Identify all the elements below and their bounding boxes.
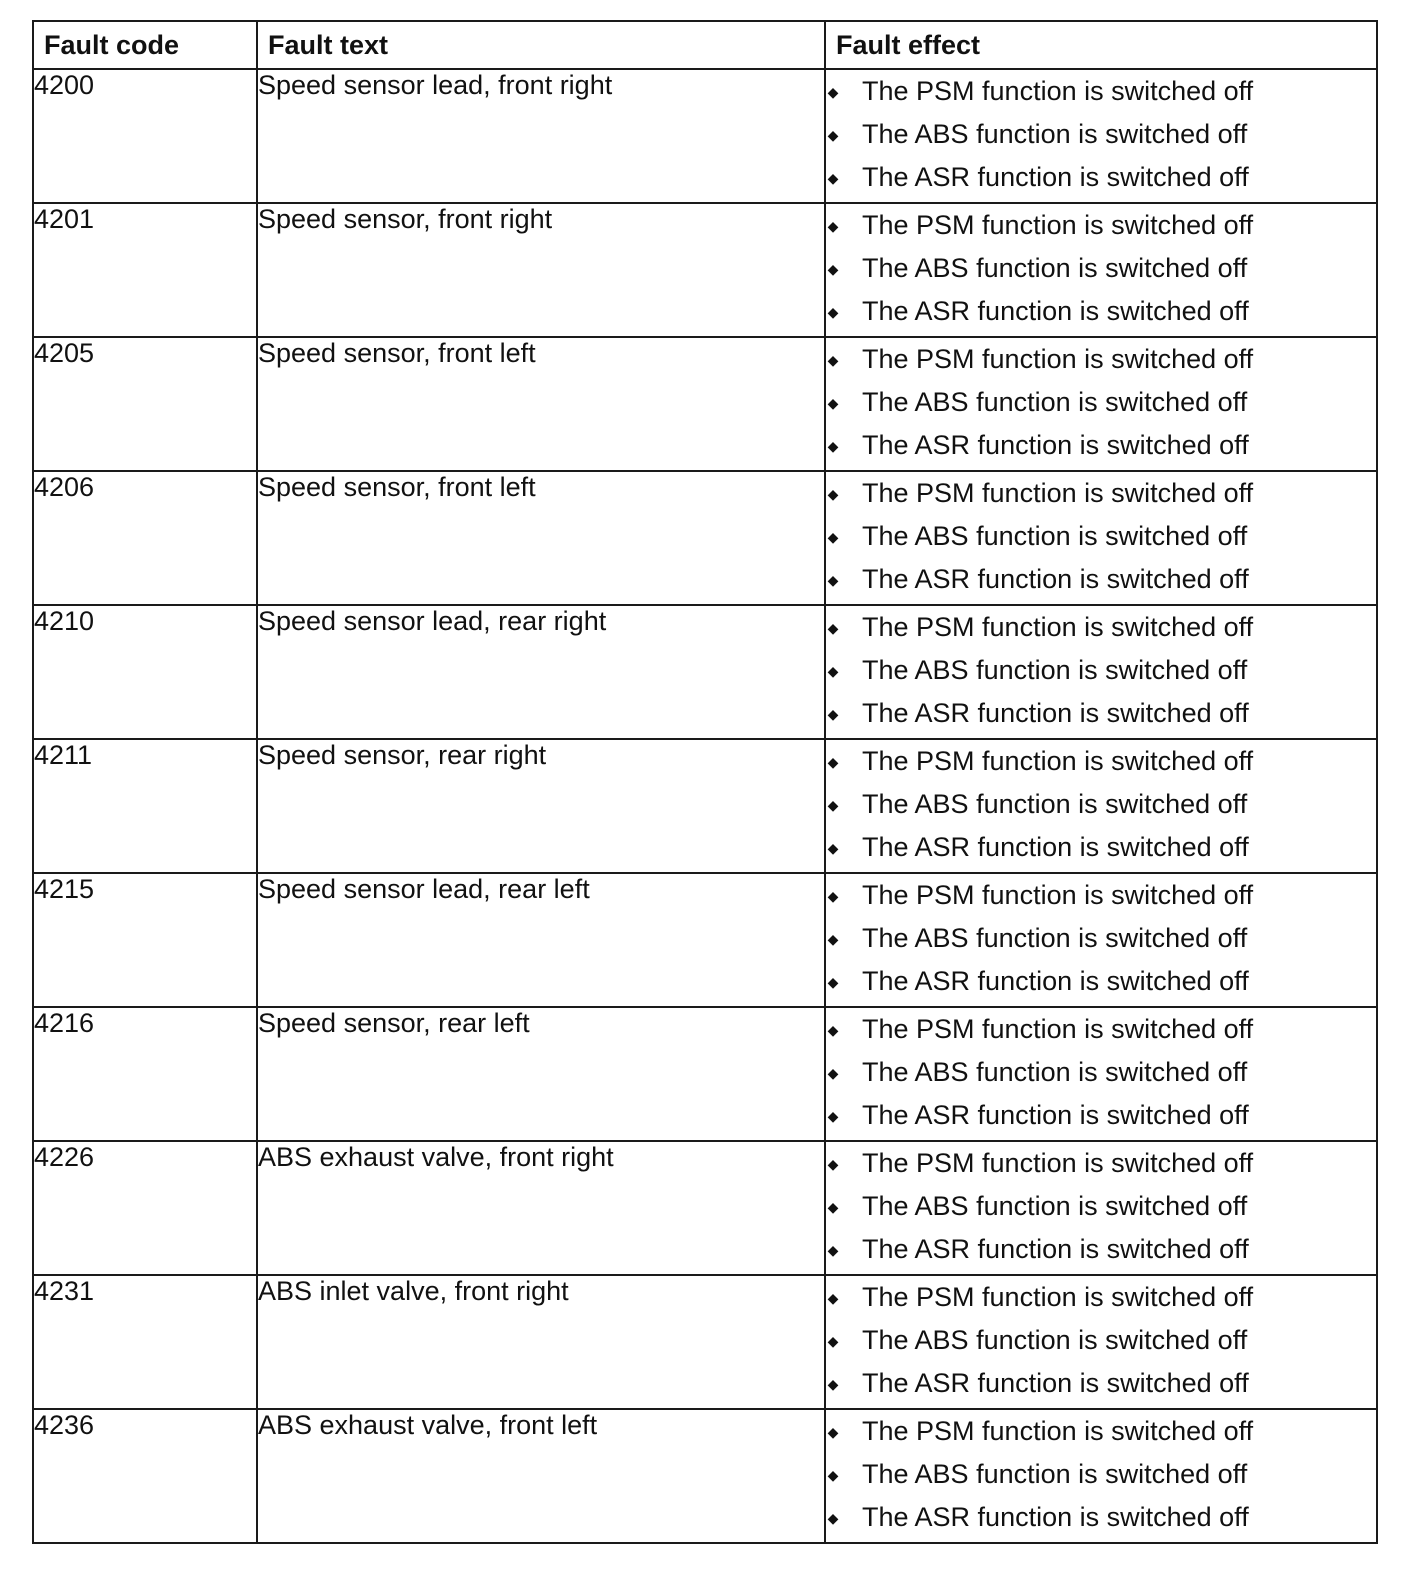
diamond-bullet-icon: ◆ (827, 83, 839, 100)
fault-effect-text: The ASR function is switched off (862, 1234, 1249, 1264)
fault-effect-text: The ASR function is switched off (862, 1368, 1249, 1398)
fault-effect-text: The ABS function is switched off (862, 789, 1248, 819)
diamond-bullet-icon: ◆ (827, 437, 839, 454)
fault-effect-list (826, 1142, 1376, 1271)
fault-text-cell: Speed sensor, front left (257, 337, 825, 471)
diamond-bullet-icon: ◆ (827, 662, 839, 679)
fault-text-cell: Speed sensor, rear left (257, 1007, 825, 1141)
table-row (33, 69, 1377, 203)
fault-text-cell: Speed sensor lead, front right (257, 69, 825, 203)
fault-effect-text: The ASR function is switched off (862, 1502, 1249, 1532)
fault-effect-text: The ASR function is switched off (862, 698, 1249, 728)
fault-effect-text: The ABS function is switched off (862, 521, 1248, 551)
diamond-bullet-icon: ◆ (827, 126, 839, 143)
fault-text-cell: ABS inlet valve, front right (257, 1275, 825, 1409)
fault-effect-item (826, 874, 1376, 917)
header-fault-code: Fault code (33, 21, 257, 69)
fault-code-cell: 4211 (33, 739, 257, 873)
fault-effect-cell (825, 69, 1377, 203)
fault-text-cell: Speed sensor lead, rear right (257, 605, 825, 739)
fault-effect-cell (825, 471, 1377, 605)
table-row (33, 605, 1377, 739)
fault-effect-item (826, 1142, 1376, 1185)
fault-effect-cell (825, 203, 1377, 337)
diamond-bullet-icon: ◆ (827, 1064, 839, 1081)
fault-text-cell: Speed sensor lead, rear left (257, 873, 825, 1007)
fault-effect-cell (825, 337, 1377, 471)
fault-effect-text: The ASR function is switched off (862, 296, 1249, 326)
diamond-bullet-icon: ◆ (827, 351, 839, 368)
fault-effect-item (826, 783, 1376, 826)
header-fault-text: Fault text (257, 21, 825, 69)
table-row (33, 1409, 1377, 1543)
fault-code-cell: 4236 (33, 1409, 257, 1543)
table-row (33, 873, 1377, 1007)
fault-effect-text: The ASR function is switched off (862, 162, 1249, 192)
fault-code-cell: 4210 (33, 605, 257, 739)
diamond-bullet-icon: ◆ (827, 1107, 839, 1124)
fault-code-cell: 4200 (33, 69, 257, 203)
fault-effect-cell (825, 1409, 1377, 1543)
fault-effect-item (826, 960, 1376, 1003)
diamond-bullet-icon: ◆ (827, 169, 839, 186)
diamond-bullet-icon: ◆ (827, 753, 839, 770)
diamond-bullet-icon: ◆ (827, 619, 839, 636)
fault-effect-cell (825, 605, 1377, 739)
fault-effect-item (826, 1362, 1376, 1405)
fault-code-cell: 4201 (33, 203, 257, 337)
fault-effect-item (826, 1453, 1376, 1496)
diamond-bullet-icon: ◆ (827, 1021, 839, 1038)
fault-effect-item (826, 1185, 1376, 1228)
fault-effect-text: The ABS function is switched off (862, 253, 1248, 283)
fault-effect-item (826, 558, 1376, 601)
table-row (33, 1007, 1377, 1141)
fault-effect-list (826, 204, 1376, 333)
fault-effect-text: The ASR function is switched off (862, 832, 1249, 862)
header-row (33, 21, 1377, 69)
fault-effect-list (826, 1276, 1376, 1405)
fault-code-cell: 4205 (33, 337, 257, 471)
table-row (33, 471, 1377, 605)
fault-effect-text: The ABS function is switched off (862, 387, 1248, 417)
fault-text-cell: ABS exhaust valve, front right (257, 1141, 825, 1275)
fault-effect-text: The PSM function is switched off (862, 478, 1254, 508)
fault-effect-list (826, 1410, 1376, 1539)
diamond-bullet-icon: ◆ (827, 973, 839, 990)
header-fault-effect: Fault effect (825, 21, 1377, 69)
fault-effect-text: The ABS function is switched off (862, 655, 1248, 685)
fault-effect-text: The PSM function is switched off (862, 1282, 1254, 1312)
fault-effect-item (826, 1410, 1376, 1453)
fault-effect-list (826, 874, 1376, 1003)
fault-text-cell: Speed sensor, rear right (257, 739, 825, 873)
fault-effect-item (826, 290, 1376, 333)
fault-code-cell: 4226 (33, 1141, 257, 1275)
fault-effect-list (826, 70, 1376, 199)
diamond-bullet-icon: ◆ (827, 930, 839, 947)
fault-effect-item (826, 1051, 1376, 1094)
fault-effect-text: The ABS function is switched off (862, 1459, 1248, 1489)
diamond-bullet-icon: ◆ (827, 1332, 839, 1349)
fault-effect-item (826, 740, 1376, 783)
fault-effect-item (826, 1094, 1376, 1137)
fault-effect-item (826, 1319, 1376, 1362)
fault-effect-text: The ASR function is switched off (862, 1100, 1249, 1130)
fault-effect-item (826, 917, 1376, 960)
fault-effect-item (826, 692, 1376, 735)
fault-effect-item (826, 472, 1376, 515)
fault-effect-item (826, 1008, 1376, 1051)
diamond-bullet-icon: ◆ (827, 887, 839, 904)
diamond-bullet-icon: ◆ (827, 1509, 839, 1526)
table-header (33, 21, 1377, 69)
fault-effect-item (826, 826, 1376, 869)
diamond-bullet-icon: ◆ (827, 1155, 839, 1172)
fault-effect-text: The ASR function is switched off (862, 564, 1249, 594)
table-body (33, 69, 1377, 1543)
fault-effect-item (826, 1276, 1376, 1319)
fault-effect-item (826, 1228, 1376, 1271)
diamond-bullet-icon: ◆ (827, 796, 839, 813)
fault-effect-text: The PSM function is switched off (862, 210, 1254, 240)
fault-effect-text: The ASR function is switched off (862, 966, 1249, 996)
diamond-bullet-icon: ◆ (827, 1423, 839, 1440)
fault-effect-text: The ASR function is switched off (862, 430, 1249, 460)
fault-text-cell: Speed sensor, front right (257, 203, 825, 337)
fault-effect-text: The ABS function is switched off (862, 119, 1248, 149)
fault-effect-text: The PSM function is switched off (862, 612, 1254, 642)
fault-effect-list (826, 606, 1376, 735)
fault-effect-list (826, 1008, 1376, 1137)
diamond-bullet-icon: ◆ (827, 1466, 839, 1483)
fault-effect-item (826, 1496, 1376, 1539)
table-row (33, 1141, 1377, 1275)
fault-effect-item (826, 424, 1376, 467)
fault-text-cell: ABS exhaust valve, front left (257, 1409, 825, 1543)
fault-effect-text: The PSM function is switched off (862, 1014, 1254, 1044)
fault-effect-text: The PSM function is switched off (862, 880, 1254, 910)
fault-effect-item (826, 606, 1376, 649)
fault-effect-item (826, 515, 1376, 558)
diamond-bullet-icon: ◆ (827, 1375, 839, 1392)
diamond-bullet-icon: ◆ (827, 1241, 839, 1258)
fault-effect-item (826, 649, 1376, 692)
table-row (33, 337, 1377, 471)
fault-effect-cell (825, 1007, 1377, 1141)
diamond-bullet-icon: ◆ (827, 303, 839, 320)
fault-effect-text: The PSM function is switched off (862, 1148, 1254, 1178)
fault-effect-text: The PSM function is switched off (862, 746, 1254, 776)
table-row (33, 1275, 1377, 1409)
diamond-bullet-icon: ◆ (827, 839, 839, 856)
fault-effect-text: The PSM function is switched off (862, 76, 1254, 106)
fault-effect-cell (825, 873, 1377, 1007)
fault-effect-item (826, 156, 1376, 199)
diamond-bullet-icon: ◆ (827, 260, 839, 277)
diamond-bullet-icon: ◆ (827, 1289, 839, 1306)
fault-effect-text: The ABS function is switched off (862, 923, 1248, 953)
fault-effect-cell (825, 1141, 1377, 1275)
fault-code-table (32, 20, 1378, 1544)
fault-effect-list (826, 472, 1376, 601)
fault-effect-text: The PSM function is switched off (862, 1416, 1254, 1446)
fault-code-cell: 4206 (33, 471, 257, 605)
fault-effect-item (826, 381, 1376, 424)
fault-effect-text: The ABS function is switched off (862, 1057, 1248, 1087)
fault-code-cell: 4215 (33, 873, 257, 1007)
diamond-bullet-icon: ◆ (827, 705, 839, 722)
diamond-bullet-icon: ◆ (827, 1198, 839, 1215)
fault-effect-item (826, 113, 1376, 156)
fault-effect-cell (825, 739, 1377, 873)
diamond-bullet-icon: ◆ (827, 571, 839, 588)
diamond-bullet-icon: ◆ (827, 394, 839, 411)
fault-effect-item (826, 247, 1376, 290)
fault-effect-text: The PSM function is switched off (862, 344, 1254, 374)
fault-effect-list (826, 338, 1376, 467)
fault-effect-item (826, 338, 1376, 381)
diamond-bullet-icon: ◆ (827, 528, 839, 545)
fault-effect-item (826, 70, 1376, 113)
table-row (33, 203, 1377, 337)
fault-effect-text: The ABS function is switched off (862, 1191, 1248, 1221)
fault-effect-cell (825, 1275, 1377, 1409)
fault-code-cell: 4216 (33, 1007, 257, 1141)
fault-effect-text: The ABS function is switched off (862, 1325, 1248, 1355)
fault-effect-list (826, 740, 1376, 869)
fault-code-cell: 4231 (33, 1275, 257, 1409)
table-row (33, 739, 1377, 873)
diamond-bullet-icon: ◆ (827, 217, 839, 234)
fault-text-cell: Speed sensor, front left (257, 471, 825, 605)
fault-effect-item (826, 204, 1376, 247)
diamond-bullet-icon: ◆ (827, 485, 839, 502)
